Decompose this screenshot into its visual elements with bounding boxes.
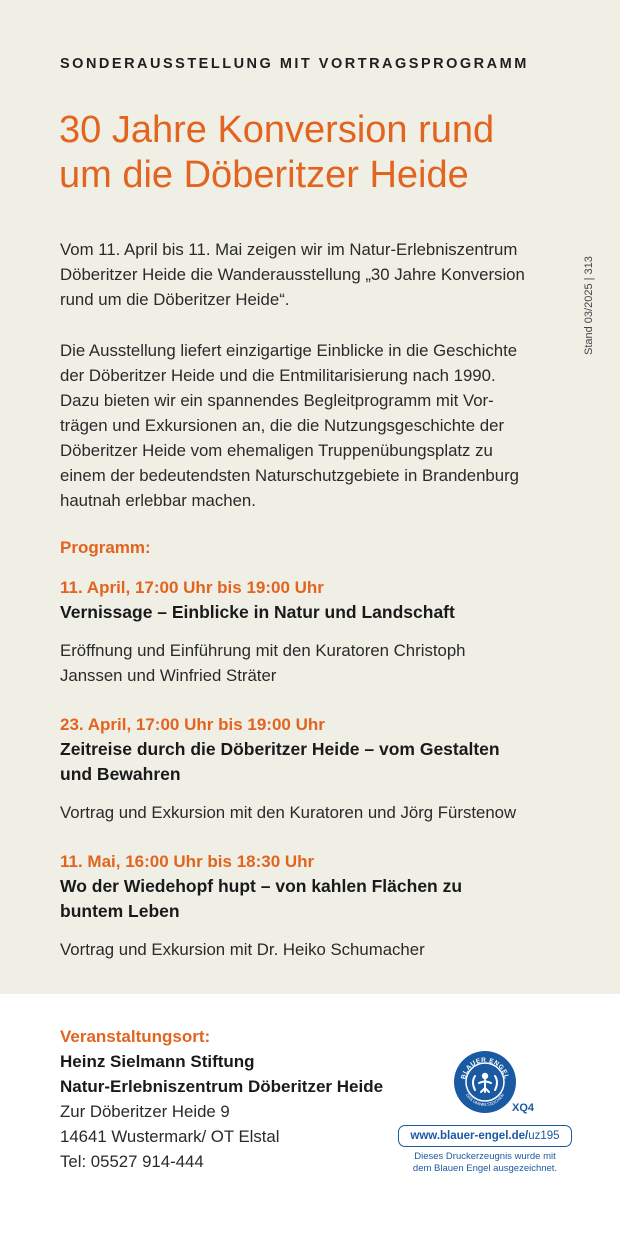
event-date: 11. Mai, 16:00 Uhr bis 18:30 Uhr <box>60 852 315 871</box>
text-line: hautnah erlebbar machen. <box>60 491 256 510</box>
text-line: Eröffnung und Einführung mit den Kuratoren Christoph <box>60 641 466 660</box>
eco-label-url[interactable] <box>398 1125 572 1147</box>
eco-label-certification <box>398 1151 572 1175</box>
text-line: Dazu bieten wir ein spannendes Begleitprogramm mit Vor- <box>60 391 494 410</box>
event-title <box>60 737 570 787</box>
text-line: rund um die Döberitzer Heide“. <box>60 290 290 309</box>
venue-block <box>60 1024 410 1174</box>
text-line: Dieses Druckerzeugnis wurde mit <box>414 1151 556 1162</box>
text-line: Vom 11. April bis 11. Mai zeigen wir im Natur-Erlebniszentrum <box>60 240 518 259</box>
blue-angel-eco-label <box>398 1050 574 1180</box>
text-line: der Döberitzer Heide und die Entmilitarisierung nach 1990. <box>60 366 496 385</box>
event-date: 11. April, 17:00 Uhr bis 19:00 Uhr <box>60 578 324 597</box>
venue-organization: Heinz Sielmann Stiftung <box>60 1052 255 1071</box>
eyebrow-heading: SONDERAUSSTELLUNG MIT VORTRAGSPROGRAMM <box>60 56 529 72</box>
event-description <box>60 800 570 825</box>
seal-text-bottom: DAS UMWELTZEICHEN <box>464 1092 506 1108</box>
seal-text-top: BLAUER ENGEL <box>460 1056 510 1081</box>
text-line: dem Blauen Engel ausgezeichnet. <box>412 1163 558 1174</box>
page-title <box>59 108 579 198</box>
event-title-line: und Bewahren <box>60 764 181 784</box>
event-date: 23. April, 17:00 Uhr bis 19:00 Uhr <box>60 715 325 734</box>
title-line: 30 Jahre Konversion rund <box>59 109 495 151</box>
text-line: trägen und Exkursionen an, die die Nutzungsgeschichte der <box>60 416 505 435</box>
event-title-line: Wo der Wiedehopf hupt – von kahlen Flächen zu <box>60 876 463 896</box>
eco-label-code: XQ4 <box>512 1102 535 1114</box>
text-line: Döberitzer Heide die Wanderausstellung „30 Jahre Konversion <box>60 265 525 284</box>
lower-panel <box>0 994 620 1240</box>
event-description <box>60 937 570 962</box>
intro-paragraph-1 <box>60 237 570 312</box>
eco-label-url-main: www.blauer-engel.de/ <box>410 1130 529 1142</box>
event-title-line: Zeitreise durch die Döberitzer Heide – vom Gestalten <box>60 739 500 759</box>
event-title-line: Vernissage – Einblicke in Natur und Landschaft <box>60 602 455 622</box>
text-line: Janssen und Winfried Sträter <box>60 666 277 685</box>
program-event <box>60 575 570 688</box>
venue-center: Natur-Erlebniszentrum Döberitzer Heide <box>60 1077 384 1096</box>
venue-street: Zur Döberitzer Heide 9 <box>60 1102 230 1121</box>
intro-paragraph-2 <box>60 338 570 513</box>
text-line: Vortrag und Exkursion mit den Kuratoren und Jörg Fürstenow <box>60 803 517 822</box>
program-heading: Programm: <box>60 538 151 557</box>
revision-note: Stand 03/2025 | 313 <box>583 256 595 355</box>
text-line: einem der bedeutendsten Naturschutzgebiete in Brandenburg <box>60 466 520 485</box>
event-title <box>60 874 570 924</box>
event-description <box>60 638 570 688</box>
event-title-line: buntem Leben <box>60 901 180 921</box>
title-line: um die Döberitzer Heide <box>59 154 469 196</box>
blue-angel-seal-icon <box>453 1050 517 1114</box>
event-title <box>60 600 570 625</box>
text-line: Die Ausstellung liefert einzigartige Einblicke in die Geschichte <box>60 341 518 360</box>
text-line: Vortrag und Exkursion mit Dr. Heiko Schumacher <box>60 940 425 959</box>
text-line: Döberitzer Heide vom ehemaligen Truppenübungsplatz zu <box>60 441 493 460</box>
venue-city: 14641 Wustermark/ OT Elstal <box>60 1127 280 1146</box>
program-event <box>60 849 570 962</box>
venue-phone: Tel: 05527 914-444 <box>60 1152 204 1171</box>
eco-label-url-suffix: uz195 <box>528 1130 560 1142</box>
venue-heading: Veranstaltungsort: <box>60 1027 211 1046</box>
program-event <box>60 712 570 825</box>
